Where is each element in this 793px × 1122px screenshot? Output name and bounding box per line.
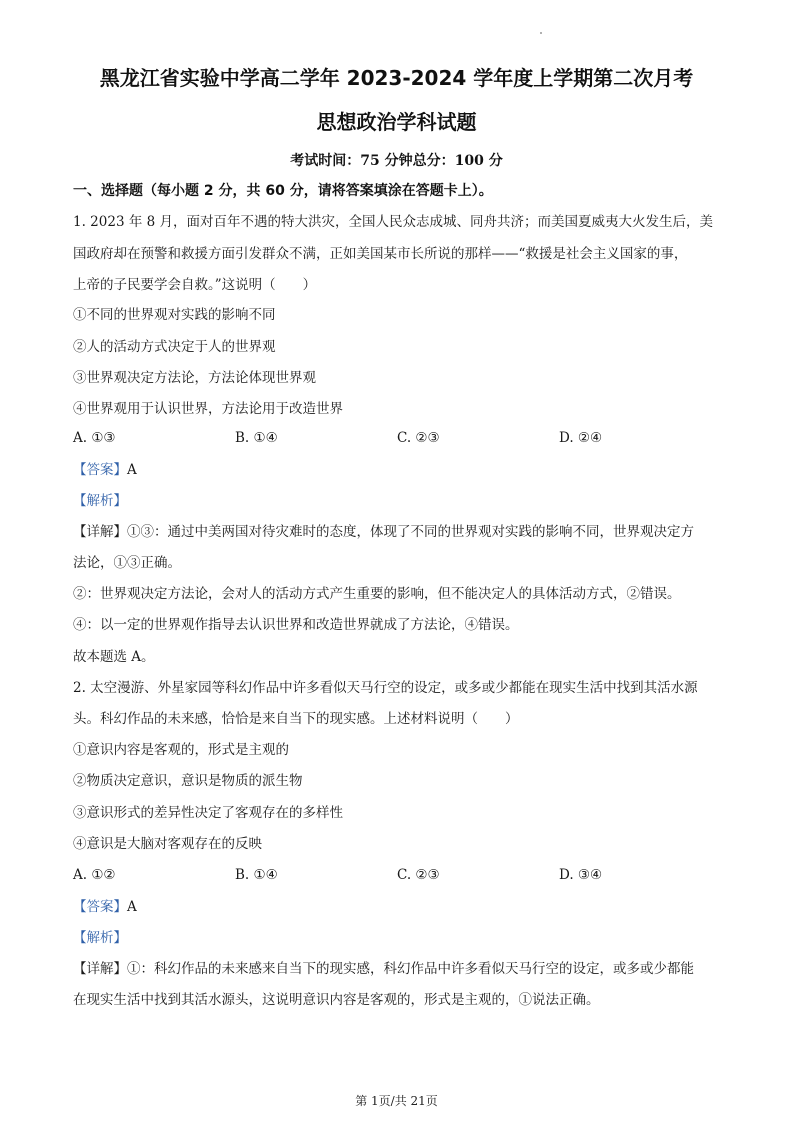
- q2-statement: ③意识形式的差异性决定了客观存在的多样性: [73, 805, 343, 821]
- subject-title: 思想政治学科试题: [316, 110, 477, 134]
- q1-option-b: B. ①④: [235, 430, 278, 446]
- scan-dot: [540, 32, 542, 34]
- q2-option-d: D. ③④: [559, 867, 603, 883]
- detail-tag: 【详解】: [73, 524, 127, 540]
- q2-detail-line: [73, 959, 733, 979]
- answer-value: A: [127, 899, 137, 915]
- answer-tag: 【答案】: [73, 899, 127, 915]
- q1-statement: ①不同的世界观对实践的影响不同: [73, 307, 276, 323]
- q1-detail-line: ④：以一定的世界观作指导去认识世界和改造世界就成了方法论，④错误。: [73, 617, 519, 633]
- q1-statement: ③世界观决定方法论，方法论体现世界观: [73, 370, 316, 386]
- q2-statement: ②物质决定意识，意识是物质的派生物: [73, 773, 303, 789]
- analysis-tag: 【解析】: [73, 493, 127, 509]
- q1-stem-line: 国政府却在预警和救援方面引发群众不满，正如美国某市长所说的那样——“救援是社会主义国家的事，: [73, 246, 688, 262]
- exam-title: 黑龙江省实验中学高二学年 2023-2024 学年度上学期第二次月考: [99, 66, 694, 90]
- q1-detail-line: [73, 522, 733, 542]
- q2-statement: ①意识内容是客观的，形式是主观的: [73, 742, 289, 758]
- q2-option-b: B. ①④: [235, 867, 278, 883]
- q1-statement: ④世界观用于认识世界，方法论用于改造世界: [73, 401, 343, 417]
- answer-value: A: [127, 462, 137, 478]
- q1-detail-line: 法论，①③正确。: [73, 555, 181, 571]
- q1-answer: [73, 460, 137, 480]
- q1-stem-line: 上帝的子民要学会自救。”这说明（ ）: [73, 277, 317, 293]
- detail-text: ①：科幻作品的未来感来自当下的现实感，科幻作品中许多看似天马行空的设定，或多或少都能: [127, 961, 694, 977]
- q1-stem-line: 1. 2023 年 8 月，面对百年不遇的特大洪灾，全国人民众志成城、同舟共济；而美国夏威夷大火发生后，美: [73, 214, 713, 230]
- q2-detail-line: 在现实生活中找到其活水源头，这说明意识内容是客观的，形式是主观的，①说法正确。: [73, 992, 600, 1008]
- q1-statement: ②人的活动方式决定于人的世界观: [73, 339, 276, 355]
- q1-option-a: A. ①③: [73, 430, 116, 446]
- detail-text: ①③：通过中美两国对待灾难时的态度，体现了不同的世界观对实践的影响不同，世界观决定方: [127, 524, 694, 540]
- q2-stem-line: 2. 太空漫游、外星家园等科幻作品中许多看似天马行空的设定，或多或少都能在现实生活中找到其活水源: [73, 680, 698, 696]
- q1-detail-line: ②：世界观决定方法论，会对人的活动方式产生重要的影响，但不能决定人的具体活动方式，②错误。: [73, 586, 681, 602]
- exam-info: 考试时间：75 分钟总分：100 分: [290, 153, 503, 169]
- page-number: 第 1页/共 21页: [355, 1094, 438, 1108]
- detail-tag: 【详解】: [73, 961, 127, 977]
- answer-tag: 【答案】: [73, 462, 127, 478]
- q1-option-d: D. ②④: [559, 430, 603, 446]
- analysis-tag: 【解析】: [73, 930, 127, 946]
- q1-analysis: [73, 491, 127, 511]
- q1-option-c: C. ②③: [397, 430, 440, 446]
- q2-statement: ④意识是大脑对客观存在的反映: [73, 836, 262, 852]
- q2-option-c: C. ②③: [397, 867, 440, 883]
- q2-stem-line: 头。科幻作品的未来感，恰恰是来自当下的现实感。上述材料说明（ ）: [73, 711, 519, 727]
- q2-analysis: [73, 928, 127, 948]
- q2-option-a: A. ①②: [73, 867, 116, 883]
- section-heading: 一、选择题（每小题 2 分，共 60 分，请将答案填涂在答题卡上）。: [73, 183, 493, 199]
- q1-conclusion: 故本题选 A。: [73, 649, 155, 665]
- q2-answer: [73, 897, 137, 917]
